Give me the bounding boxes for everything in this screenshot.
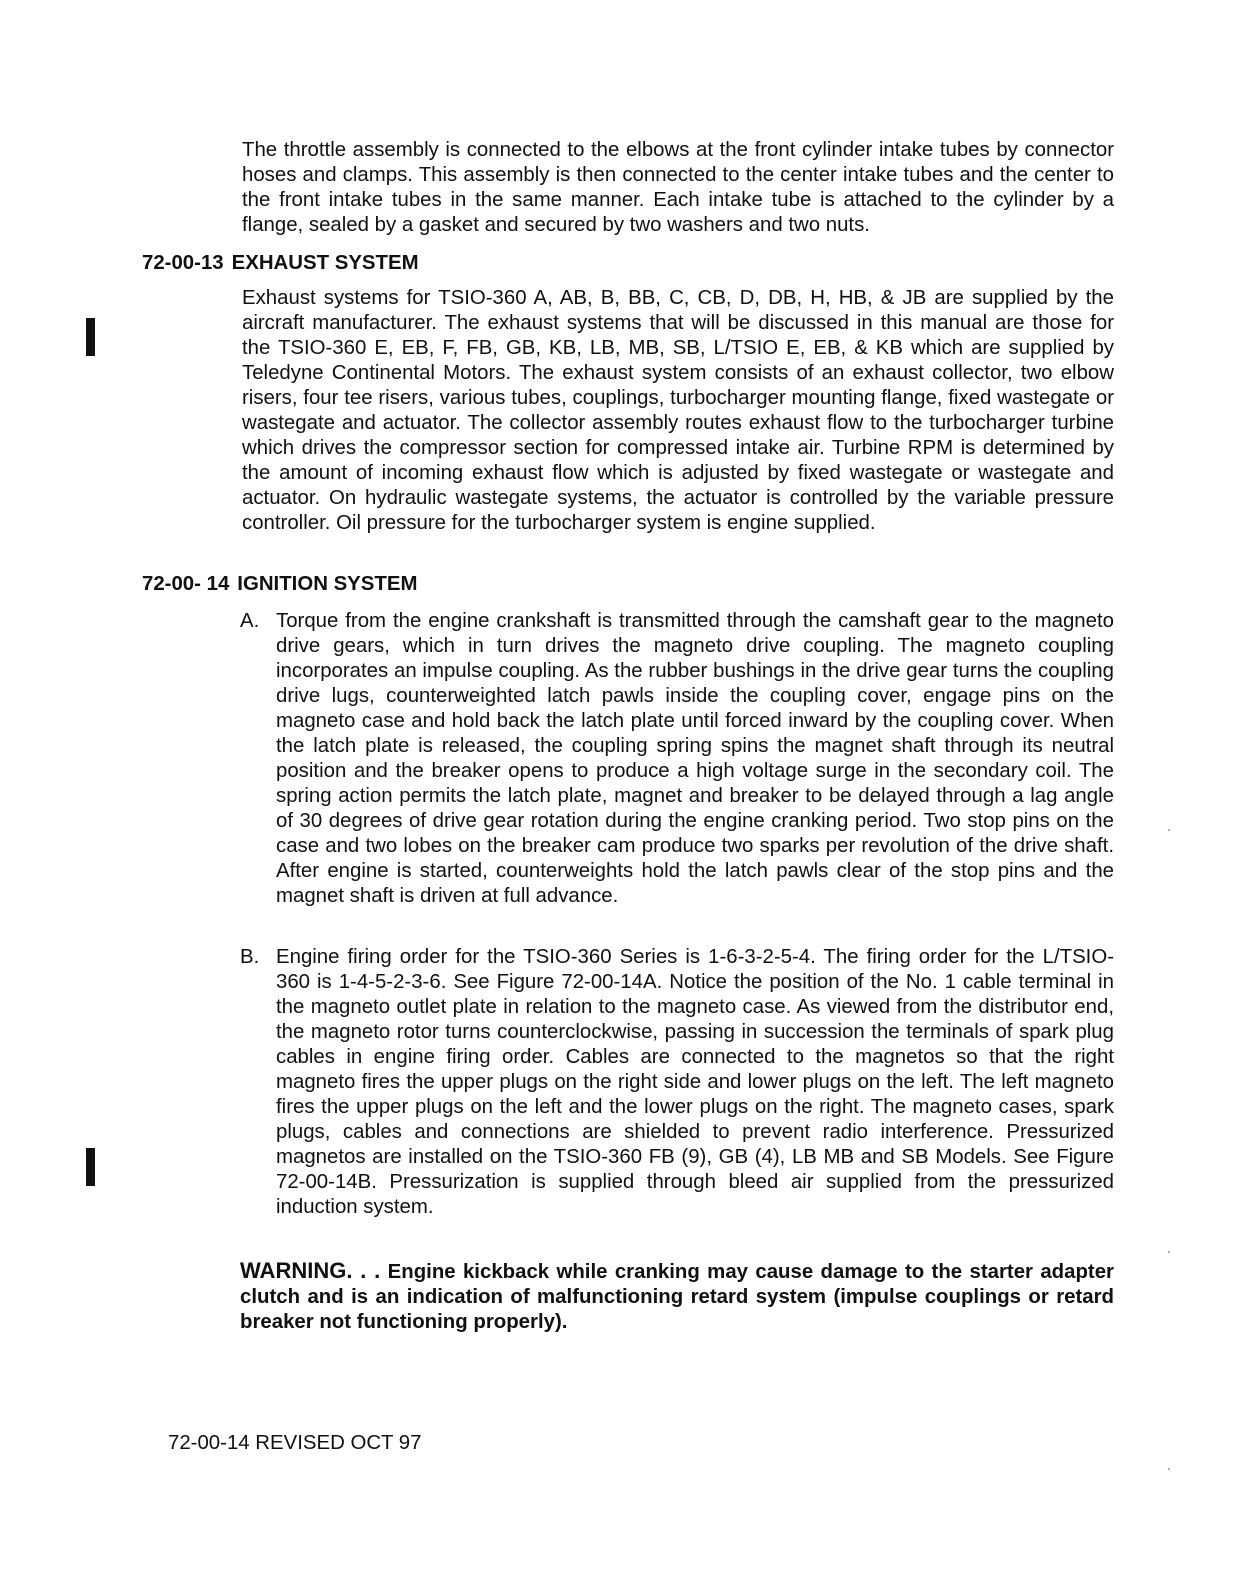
exhaust-system-paragraph: Exhaust systems for TSIO-360 A, AB, B, BB, C, CB, D, DB, H, HB, & JB are supplied by the aircraft manufacturer. The exhaust systems that will be discussed in this manual are those for the TSIO-360 E, EB, F, FB, GB, KB, LB, MB, SB, L/TSIO E, EB, & KB which are supplied by Teledyne Continental Motors. The exhaust system consists of an exhaust collector, two elbow risers, four tee risers, various tubes, couplings, turbocharger mounting flange, fixed wastegate or wastegate and actuator. The collector assembly routes exhaust flow to the turbocharger turbine which drives the compressor section for compressed intake air. Turbine RPM is determined by the amount of incoming exhaust flow which is adjusted by fixed wastegate or wastegate and actuator. On hydraulic wastegate systems, the actuator is controlled by the variable pressure controller. Oil pressure for the turbocharger system is engine supplied. [242,287,1114,534]
intro-paragraph: The throttle assembly is connected to the elbows at the front cylinder intake tubes by connector hoses and clamps. This assembly is then connected to the center intake tubes and the center to the front intake tubes in the same manner. Each intake tube is attached to the cylinder by a flange, sealed by a gasket and secured by two washers and two nuts. [242,139,1114,236]
scan-speck [1168,1251,1170,1253]
warning-text: Engine kickback while cranking may cause damage to the starter adapter clutch and is an indication of malfunctioning retard system (impulse couplings or retard breaker not functioning properly). [240,1261,1114,1333]
list-item-text: Torque from the engine crankshaft is transmitted through the camshaft gear to the magneto drive gears, which in turn drives the magneto drive coupling. The magneto coupling incorporates an impulse coupling. As the rubber bushings in the drive gear turns the coupling drive lugs, counterweighted latch pawls inside the coupling cover, engage pins on the magneto case and hold back the latch plate until forced inward by the coupling cover. When the latch plate is released, the coupling spring spins the magnet shaft through its neutral position and the breaker opens to produce a high voltage surge in the secondary coil. The spring action permits the latch plate, magnet and breaker to be delayed through a lag angle of 30 degrees of drive gear rotation during the engine cranking period. Two stop pins on the case and two lobes on the breaker cam produce two sparks per revolution of the drive shaft. After engine is started, counterweights hold the latch pawls clear of the stop pins and the magnet shaft is driven at full advance. [276,610,1114,907]
scan-speck [1168,1468,1170,1470]
list-marker: A. [240,610,260,632]
section-title: IGNITION SYSTEM [237,573,418,595]
warning-note [240,1258,1114,1335]
warning-label: WARNING. . . [240,1258,381,1283]
page-footer: 72-00-14 REVISED OCT 97 [168,1432,422,1454]
list-item-a [240,609,1114,909]
section-title: EXHAUST SYSTEM [231,252,419,274]
section-number: 72-00-13 [142,252,224,274]
scan-speck [1168,829,1170,831]
section-number: 72-00- 14 [142,573,230,595]
list-item-b [240,945,1114,1220]
revision-bar [86,318,95,356]
list-item-text: Engine firing order for the TSIO-360 Series is 1-6-3-2-5-4. The firing order for the L/TSIO-360 is 1-4-5-2-3-6. See Figure 72-00-14A. Notice the position of the No. 1 cable terminal in the magneto outlet plate in relation to the magneto case. As viewed from the distributor end, the magneto rotor turns counterclockwise, passing in succession the terminals of spark plug cables in engine firing order. Cables are connected to the magnetos so that the right magneto fires the upper plugs on the right side and lower plugs on the left. The left magneto fires the upper plugs on the left and the lower plugs on the right. The magneto cases, spark plugs, cables and connections are shielded to prevent radio interference. Pressurized magnetos are installed on the TSIO-360 FB (9), GB (4), LB MB and SB Models. See Figure 72-00-14B. Pressurization is supplied through bleed air supplied from the pressurized induction system. [276,946,1114,1218]
section-heading-exhaust [142,251,419,276]
list-marker: B. [240,946,260,968]
revision-bar [86,1148,95,1186]
section-heading-ignition [142,572,417,597]
